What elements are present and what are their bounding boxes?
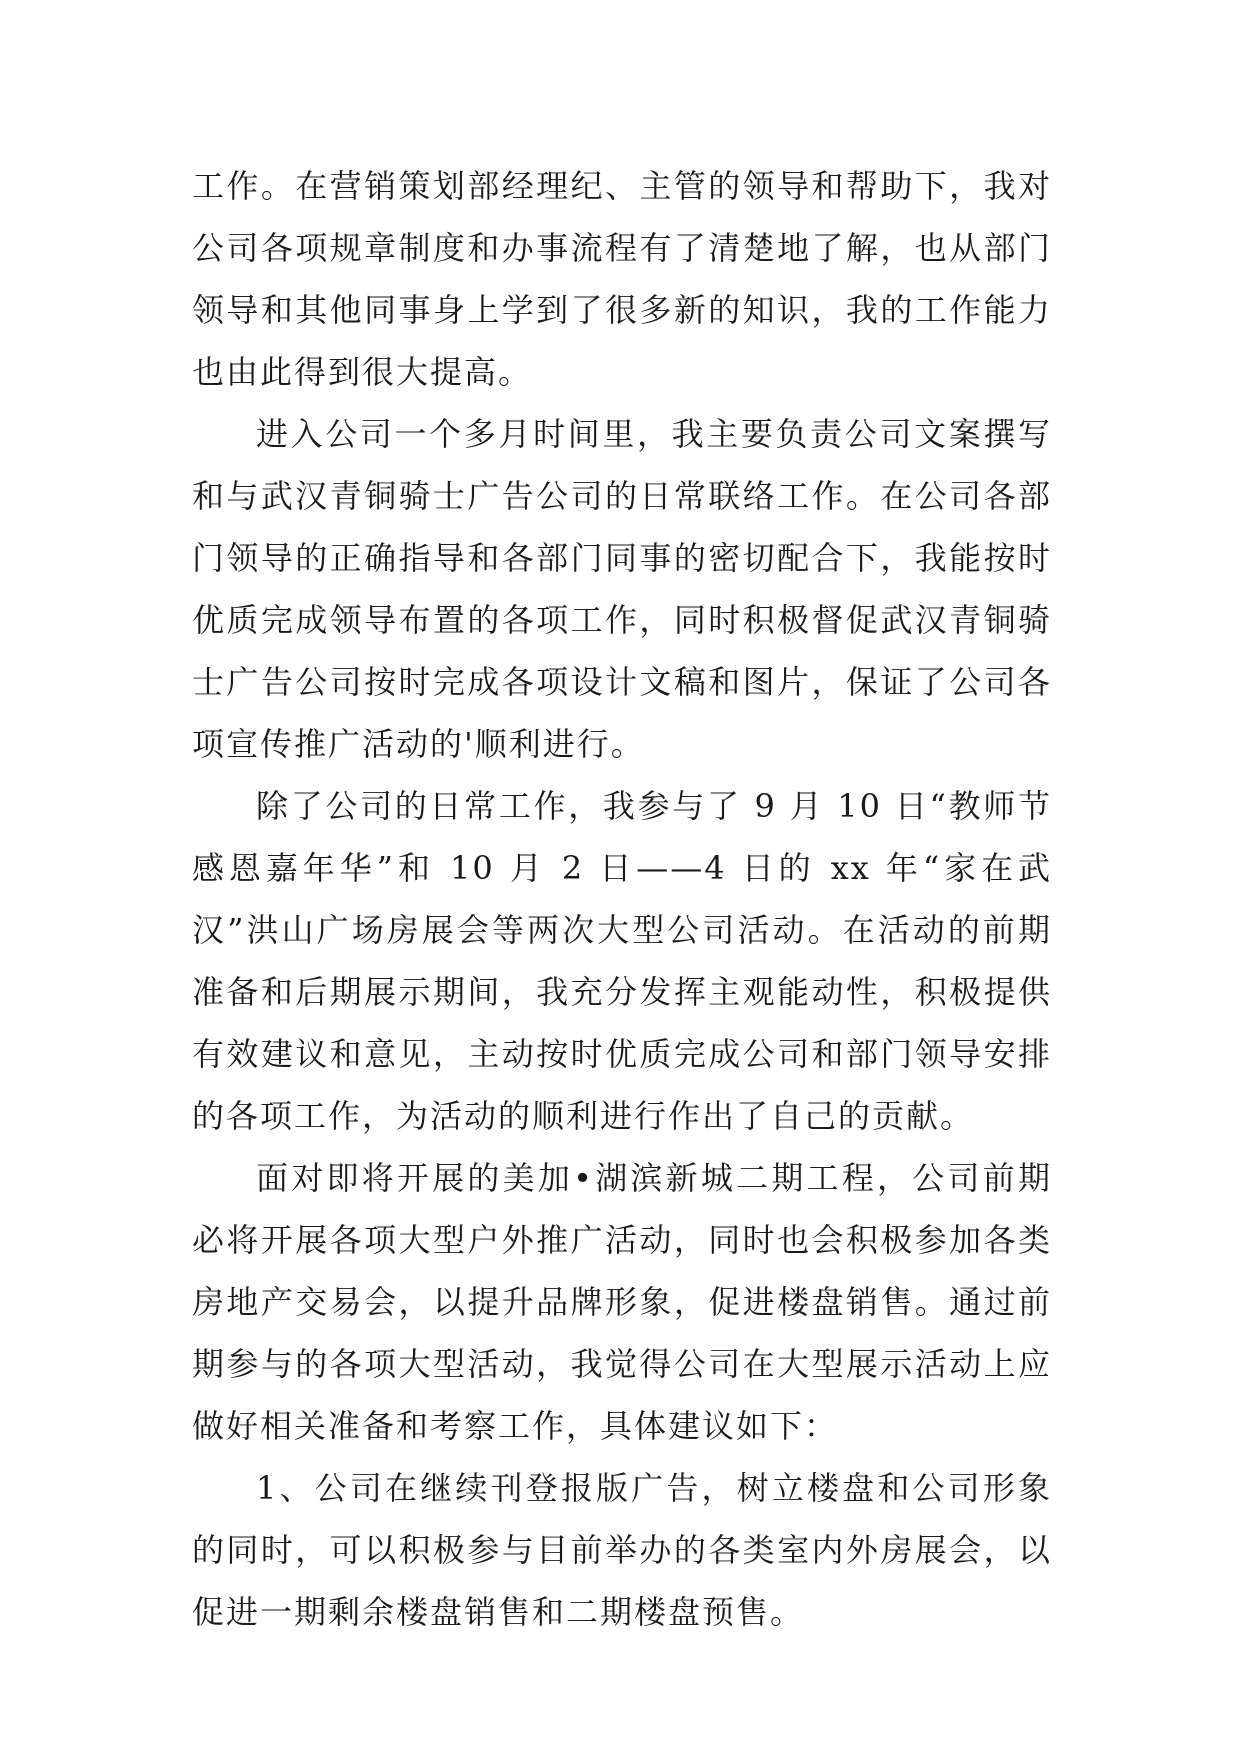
paragraph-1: 工作。在营销策划部经理纪、主管的领导和帮助下，我对公司各项规章制度和办事流程有了清楚地了解，也从部门领导和其他同事身上学到了很多新的知识，我的工作能力也由此得到很大提高。 [192,167,1052,391]
paragraph-5: 1、公司在继续刊登报版广告，树立楼盘和公司形象的同时，可以积极参与目前举办的各类室内外房展会，以促进一期剩余楼盘销售和二期楼盘预售。 [192,1469,1052,1631]
paragraph-3: 除了公司的日常工作，我参与了 9 月 10 日“教师节感恩嘉年华”和 10 月 2 日——4 日的 xx 年“家在武汉”洪山广场房展会等两次大型公司活动。在活动的前期准备和后期展示期间，我充分发挥主观能动性，积极提供有效建议和意见，主动按时优质完成公司和部门领导安排的各项工作，为活动的顺利进行作出了自己的贡献。 [192,787,1052,1135]
paragraph-4: 面对即将开展的美加•湖滨新城二期工程，公司前期必将开展各项大型户外推广活动，同时也会积极参加各类房地产交易会，以提升品牌形象，促进楼盘销售。通过前期参与的各项大型活动，我觉得公司在大型展示活动上应做好相关准备和考察工作，具体建议如下： [192,1159,1052,1445]
document-page [192,155,1052,1643]
paragraph-2: 进入公司一个多月时间里，我主要负责公司文案撰写和与武汉青铜骑士广告公司的日常联络工作。在公司各部门领导的正确指导和各部门同事的密切配合下，我能按时优质完成领导布置的各项工作，同时积极督促武汉青铜骑士广告公司按时完成各项设计文稿和图片，保证了公司各项宣传推广活动的'顺利进行。 [192,415,1052,763]
